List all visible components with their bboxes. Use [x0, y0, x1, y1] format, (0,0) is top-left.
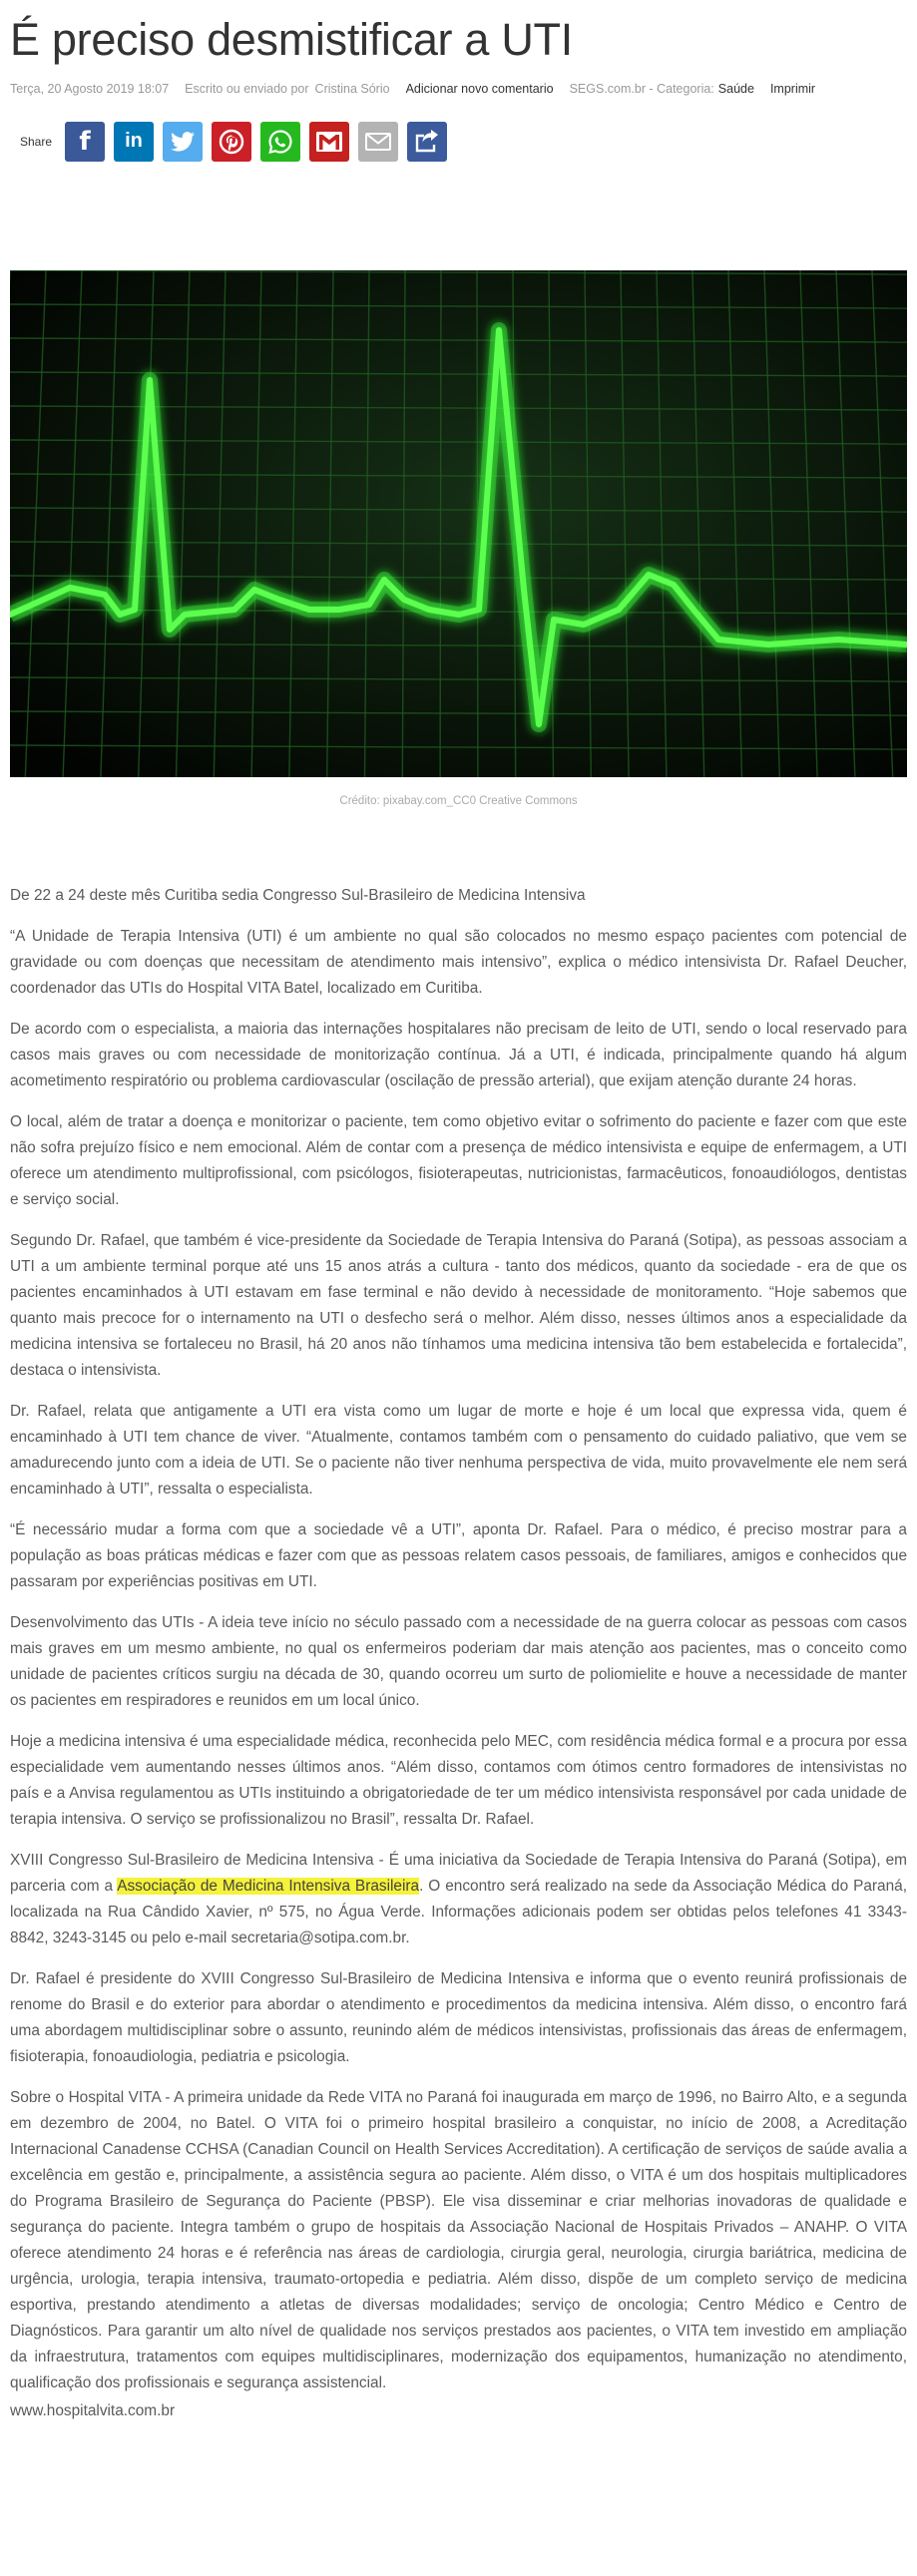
- ecg-monitor-illustration: [10, 270, 907, 777]
- article-lead: De 22 a 24 deste mês Curitiba sedia Congresso Sul-Brasileiro de Medicina Intensiva: [10, 886, 586, 904]
- article-paragraph: Dr. Rafael, relata que antigamente a UTI era vista como um lugar de morte e hoje é um local que expressa vida, quem é encaminhado à UTI tem chance de viver. “Atualmente, contamos também com o pensamento do cuidado paliativo, que vem se amadurecendo junto com a ideia de UTI. Se o paciente não tiver nenhuma perspectiva de vida, muito provavelmente ele nem será encaminhado à UTI”, ressalta o especialista.: [10, 1402, 907, 1498]
- article-paragraph: O local, além de tratar a doença e monitorizar o paciente, tem como objetivo evitar o sofrimento do paciente e fazer com que este não sofra prejuízo físico e nem emocional. Além de contar com a presença de médico intensivista e equipe de enfermagem, a UTI oferece um atendimento multiprofissional, com psicólogos, fisioterapeutas, nutricionistas, farmacêuticos, fonoaudiólogos, dentistas e serviço social.: [10, 1112, 907, 1208]
- add-comment-link[interactable]: Adicionar novo comentario: [405, 81, 554, 96]
- pinterest-icon: [219, 129, 244, 155]
- image-caption: Crédito: pixabay.com_CC0 Creative Commons: [339, 794, 578, 807]
- email-share-button[interactable]: [358, 122, 398, 162]
- congress-text-start: XVIII Congresso Sul-Brasileiro de Medicina Intensiva - É uma iniciativa da Sociedade de Terapia Intensiva do Paraná (Sotipa), em parceria com a: [10, 1851, 907, 1895]
- more-share-button[interactable]: [407, 122, 447, 162]
- hero-image: [10, 270, 907, 777]
- article-title: É preciso desmistificar a UTI: [10, 14, 573, 65]
- article-paragraph: “É necessário mudar a forma com que a sociedade vê a UTI”, aponta Dr. Rafael. Para o médico, é preciso mostrar para a população as boas práticas médicas e fazer com que as pessoas relatem casos pessoais, de familiares, amigos e conhecidos que passaram por experiências positivas em UTI.: [10, 1520, 907, 1590]
- linkedin-share-button[interactable]: [114, 122, 154, 162]
- grid-line: [440, 270, 441, 777]
- article-paragraph: Desenvolvimento das UTIs - A ideia teve início no século passado com a necessidade de na guerra colocar as pessoas com casos mais graves em um mesmo ambiente, no qual os enfermeiros poderiam dar mais atenção aos pacientes, mas o conceito como unidade de pacientes críticos surgiu na década de 30, quando ocorreu um surto de poliomielite e houve a necessidade de manter os pacientes em respiradores e reunidos em um local único.: [10, 1613, 907, 1709]
- hospital-website: www.hospitalvita.com.br: [10, 2401, 176, 2419]
- article-date: Terça, 20 Agosto 2019 18:07: [10, 81, 170, 96]
- article-paragraph: “A Unidade de Terapia Intensiva (UTI) é um ambiente no qual são colocados no mesmo espaço pacientes com potencial de gravidade ou com doenças que necessitam de atendimento mais intensivo”, explica o médico intensivista Dr. Rafael Deucher, coordenador das UTIs do Hospital VITA Batel, localizado em Curitiba.: [10, 927, 907, 997]
- source-prefix: SEGS.com.br - Categoria:: [569, 81, 714, 96]
- congress-text-end: . O encontro será realizado na sede da Associação Médica do Paraná, localizada na Rua Cândido Xavier, nº 575, no Água Verde. Informações adicionais podem ser obtidas pelos telefones 41 3343-8842, 3243-3145 ou pelo e-mail secretaria@sotipa.com.br.: [10, 1877, 907, 1946]
- pinterest-share-button[interactable]: [212, 122, 251, 162]
- email-icon: [365, 133, 391, 151]
- whatsapp-share-button[interactable]: [260, 122, 300, 162]
- article-author: [185, 82, 389, 96]
- gmail-share-button[interactable]: [309, 122, 349, 162]
- highlighted-amib-link[interactable]: Associação de Medicina Intensiva Brasileira: [117, 1877, 420, 1895]
- article-paragraph: Segundo Dr. Rafael, que também é vice-presidente da Sociedade de Terapia Intensiva do Paraná (Sotipa), as pessoas associam a UTI a um ambiente terminal porque até uns 15 anos atrás a cultura - tanto dos médicos, quanto da sociedade - era de que os pacientes encaminhados à UTI estavam em fase terminal e não devido à necessidade de monitoramento. “Hoje sabemos que quanto mais precoce for o internamento na UTI o desfecho será o melhor. Além disso, nesses últimos anos a especialidade da medicina intensiva se fortaleceu no Brasil, há 20 anos não tínhamos uma medicina intensiva tão bem estabelecida e fortalecida”, destaca o intensivista.: [10, 1231, 907, 1379]
- article-source: [570, 82, 754, 96]
- share-bar: [10, 122, 907, 162]
- article-paragraph: Sobre o Hospital VITA - A primeira unidade da Rede VITA no Paraná foi inaugurada em março de 1996, no Bairro Alto, e a segunda em dezembro de 2004, no Batel. O VITA foi o primeiro hospital brasileiro a conquistar, no início de 2008, a Acreditação Internacional Canadense CCHSA (Canadian Council on Health Services Accreditation). A certificação de serviços de saúde avalia a excelência em gestão e, principalmente, a assistência segura ao paciente. Além disso, o VITA é um dos hospitais multiplicadores do Programa Brasileiro de Segurança do Paciente (PBSP). Ele visa disseminar e criar melhorias inovadoras de qualidade e segurança do paciente. Integra também o grupo de hospitais da Associação Nacional de Hospitais Privados – ANAHP. O VITA oferece atendimento 24 horas e é referência nas áreas de cardiologia, cirurgia geral, neurologia, cirurgia bariátrica, medicina de urgência, urologia, terapia intensiva, traumato-ortopedia e pediatria. Além disso, dispõe de um completo serviço de medicina esportiva, prestando atendimento a atletas de diversas modalidades; serviço de oncologia; Centro Médico e Centro de Diagnósticos. Para garantir um alto nível de qualidade nos serviços prestados aos pacientes, o VITA tem investido em ampliação da infraestrutura, tratamentos com equipes multidisciplinares, modernização dos equipamentos, humanização no atendimento, qualificação dos profissionais e segurança assistencial.: [10, 2088, 907, 2391]
- share-label: Share: [20, 134, 53, 149]
- gmail-icon: [315, 131, 343, 153]
- author-prefix: Escrito ou enviado por: [185, 81, 309, 96]
- print-link[interactable]: Imprimir: [769, 81, 816, 96]
- author-link[interactable]: Cristina Sório: [314, 81, 390, 96]
- article-paragraph-congress: [10, 1848, 907, 1951]
- whatsapp-icon: [267, 129, 293, 155]
- article-paragraph: Dr. Rafael é presidente do XVIII Congresso Sul-Brasileiro de Medicina Intensiva e informa que o evento reunirá profissionais de renome do Brasil e do exterior para abordar o atendimento e procedimentos da medicina intensiva. Além disso, o encontro fará uma abordagem multidisciplinar sobre o assunto, reunindo além de médicos intensivistas, profissionais das áreas de enfermagem, fisioterapia, fonoaudiologia, pediatria e psicologia.: [10, 1969, 907, 2065]
- article-paragraph: De acordo com o especialista, a maioria das internações hospitalares não precisam de leito de UTI, sendo o local reservado para casos mais graves ou com necessidade de monitorização contínua. Já a UTI, é indicada, principalmente quando há algum acometimento respiratório ou problema cardiovascular (oscilação de pressão arterial), que exijam atenção durante 24 horas.: [10, 1020, 907, 1089]
- category-link[interactable]: Saúde: [717, 81, 754, 96]
- article-meta: [10, 82, 907, 96]
- article-paragraph: Hoje a medicina intensiva é uma especialidade médica, reconhecida pelo MEC, com residência médica formal e a procura por essa especialidade vem aumentando nesses últimos anos. “Além disso, contamos com ótimos centro formadores de intensivistas no país e a Anvisa regulamentou as UTIs instituindo a obrigatoriedade de ter um médico intensivista responsável por cada unidade de terapia intensiva. O serviço se profissionalizou no Brasil”, ressalta Dr. Rafael.: [10, 1732, 907, 1828]
- linkedin-icon: in: [125, 130, 143, 153]
- facebook-icon: f: [79, 126, 91, 157]
- facebook-share-button[interactable]: [65, 122, 105, 162]
- share-arrow-icon: [414, 130, 440, 154]
- twitter-icon: [171, 132, 195, 152]
- article-body: [10, 883, 907, 2424]
- twitter-share-button[interactable]: [163, 122, 203, 162]
